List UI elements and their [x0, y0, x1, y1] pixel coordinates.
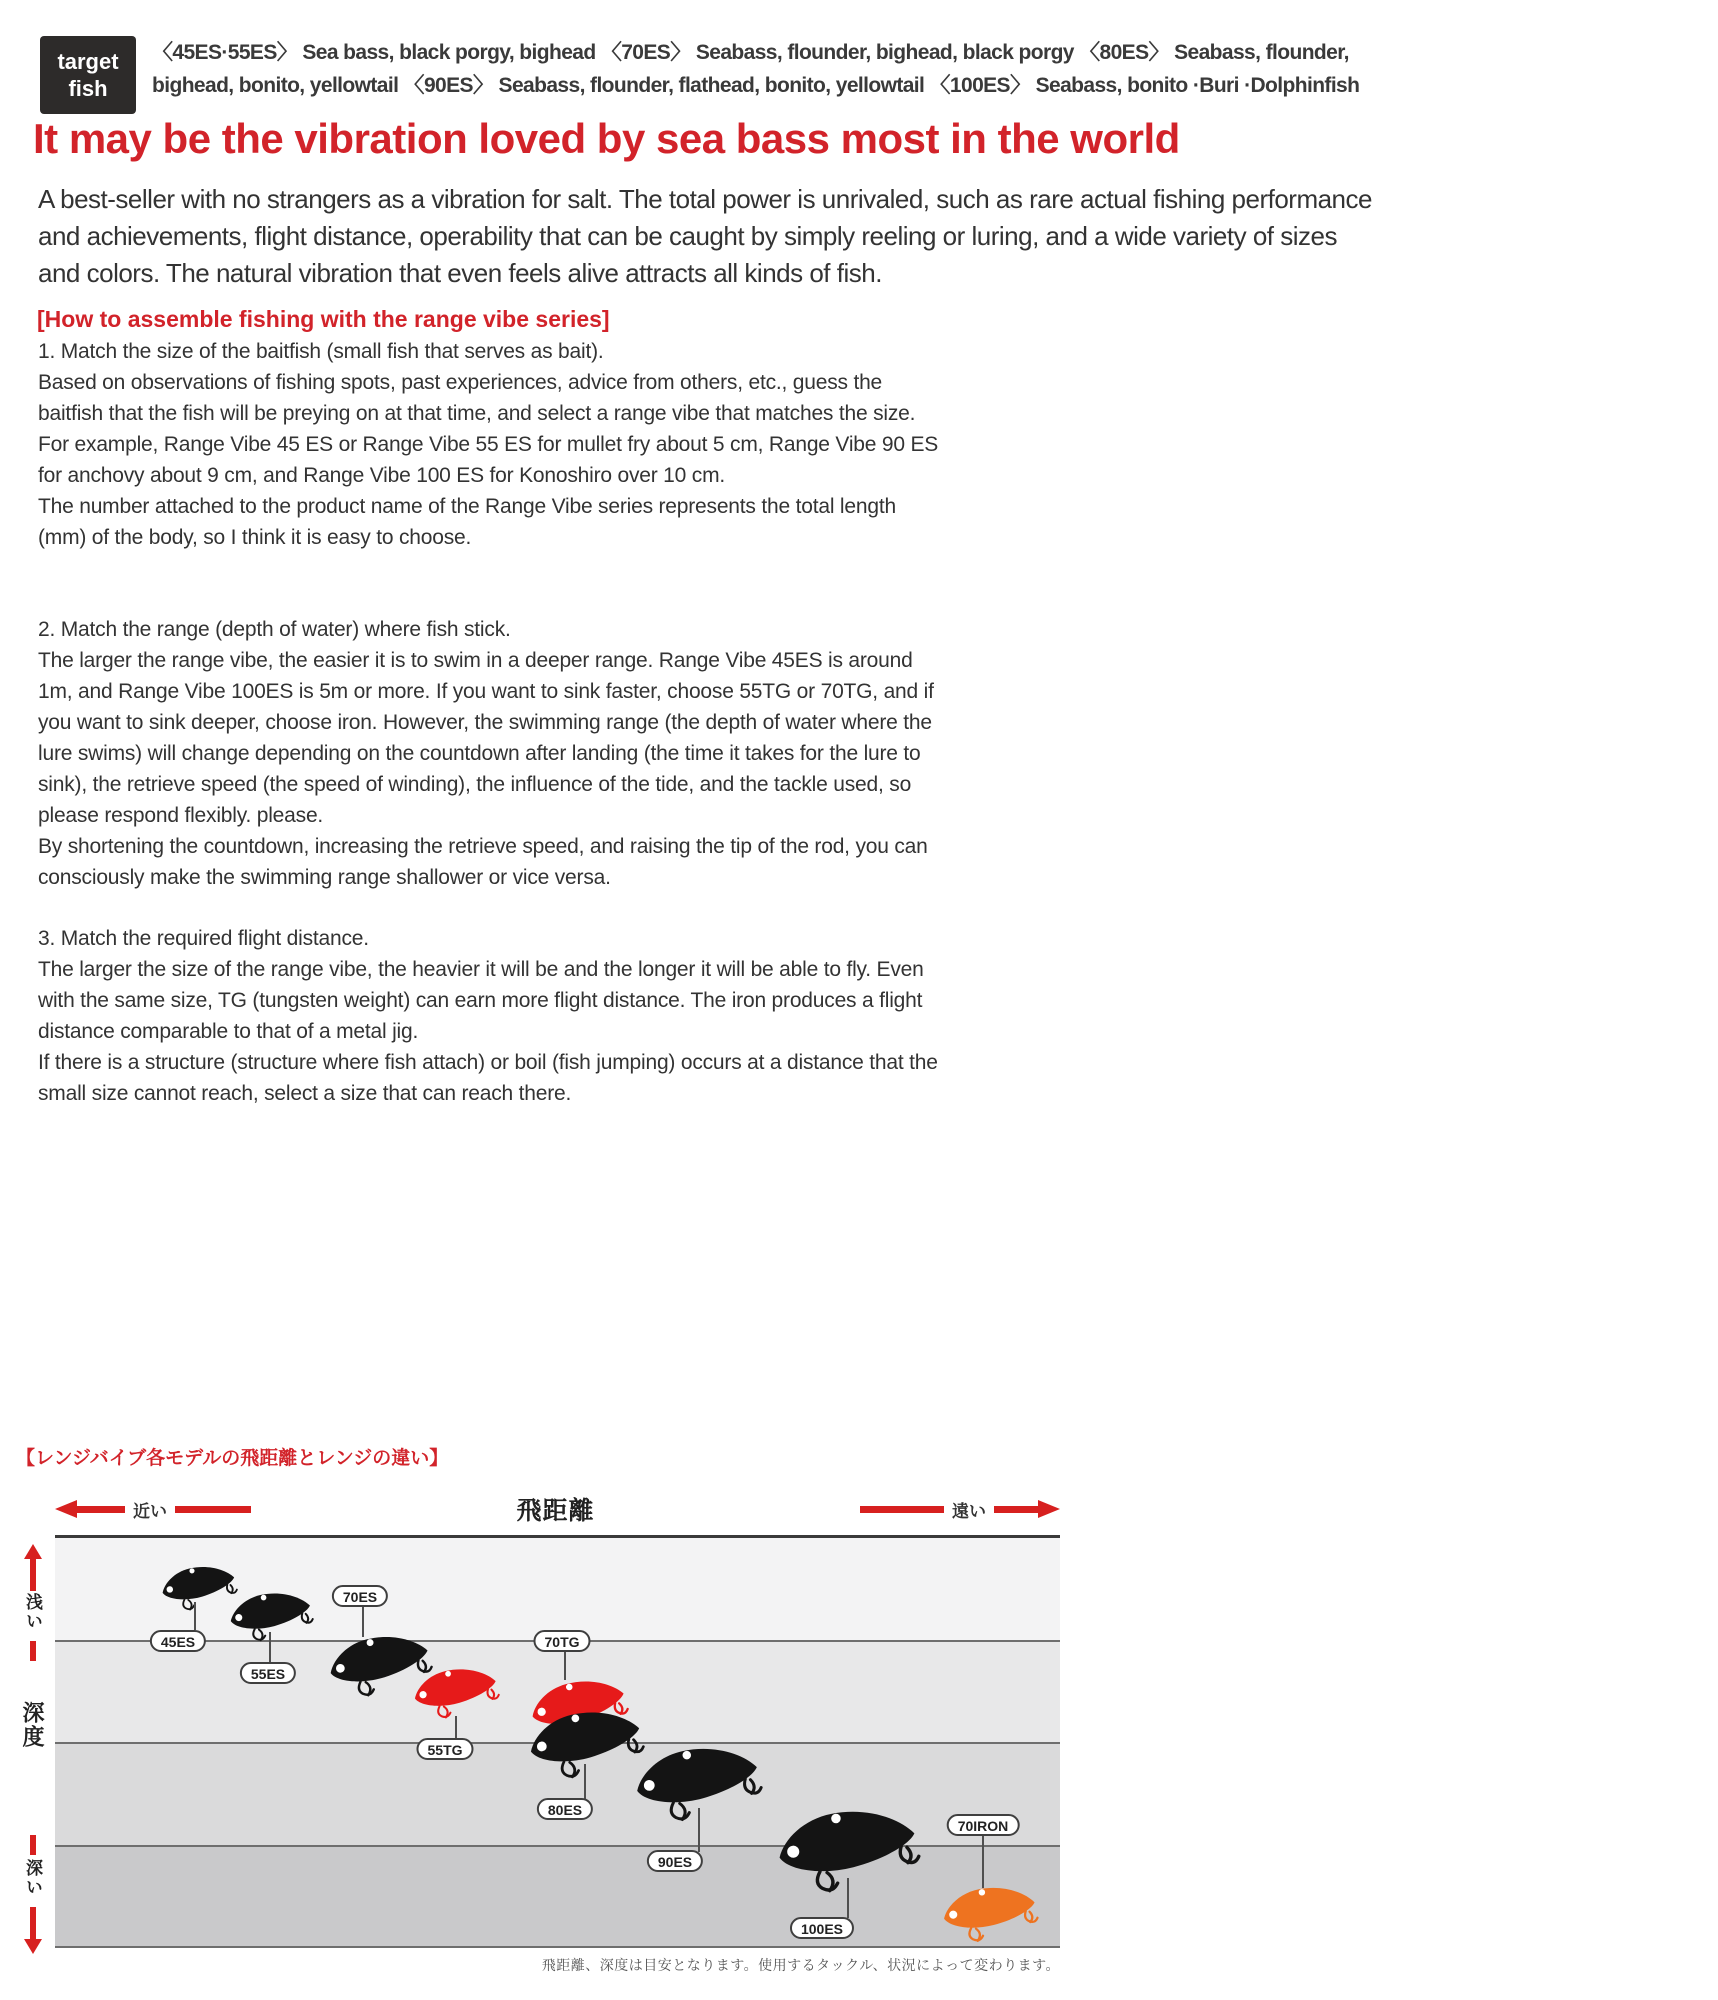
section-1-title: 1. Match the size of the baitfish (small fish that serves as bait). — [38, 340, 604, 363]
section-2-paragraph: The larger the range vibe, the easier it is to swim in a deeper range. Range Vibe 45ES is around 1m, and Range Vibe 100ES is 5m or more. If you want to sink faster, choose 55TG or 70TG, and if you want to sink deeper, choose iron. However, the swimming range (the depth of water where the lure swims) will change depending on the countdown after landing (the time it takes for the lure to sink), the retrieve speed (the speed of winding), the influence of the tide, and the tackle used, so please respond flexibly. please. — [38, 649, 934, 827]
distance-axis — [55, 1491, 1060, 1527]
howto-section-2 — [38, 614, 943, 893]
deep-arrow — [24, 1907, 42, 1954]
arrow-left-icon — [55, 1500, 77, 1518]
section-1-paragraph: Based on observations of fishing spots, past experiences, advice from others, etc., guess the baitfish that the fish will be preying on at that time, and select a range vibe that matches the size. — [38, 371, 916, 425]
target-fish-badge — [40, 36, 136, 114]
near-arrow — [55, 1497, 251, 1522]
section-3-title: 3. Match the required flight distance. — [38, 927, 369, 950]
section-2-title: 2. Match the range (depth of water) where fish stick. — [38, 618, 511, 641]
target-fish-header — [40, 36, 1397, 114]
lure-55tg-icon — [409, 1662, 502, 1724]
model-label-80es: 80ES — [537, 1798, 593, 1820]
arrow-up-icon — [24, 1544, 42, 1559]
model-label-70iron: 70IRON — [947, 1814, 1020, 1836]
howto-section-1 — [38, 336, 943, 553]
badge-line-2: fish — [68, 76, 108, 101]
diagram-caption: 飛距離、深度は目安となります。使用するタックル、状況によって変わります。 — [541, 1957, 1060, 1973]
model-label-45es: 45ES — [150, 1630, 206, 1652]
depth-axis-title: 深度 — [20, 1701, 45, 1749]
shallow-arrow — [24, 1544, 42, 1591]
far-label: 遠い — [952, 1501, 986, 1521]
model-label-55tg: 55TG — [416, 1738, 473, 1760]
lure-55es-icon — [226, 1586, 316, 1645]
arrow-down-icon — [24, 1939, 42, 1954]
intro-paragraph: A best-seller with no strangers as a vibration for salt. The total power is unrivaled, such as rare actual fishing performance and achievements, flight distance, operability that can be caught by simply reeling or luring, and a wide variety of sizes and colors. The natural vibration that even feels alive attracts all kinds of fish. — [38, 184, 1372, 288]
section-3-paragraph: If there is a structure (structure where fish attach) or boil (fish jumping) occurs at a distance that the small size cannot reach, select a size that can reach there. — [38, 1051, 938, 1105]
model-label-90es: 90ES — [647, 1850, 703, 1872]
distance-axis-title: 飛距離 — [516, 1497, 595, 1525]
depth-band-chart — [55, 1535, 1060, 1948]
far-arrow — [860, 1497, 1060, 1522]
section-2-paragraph: By shortening the countdown, increasing the retrieve speed, and raising the tip of the rod, you can consciously make the swimming range shallower or vice versa. — [38, 835, 928, 889]
section-1-paragraph: The number attached to the product name of the Range Vibe series represents the total length (mm) of the body, so I think it is easy to choose. — [38, 495, 896, 549]
diagram-heading: 【レンジバイブ各モデルの飛距離とレンジの違い】 — [16, 1448, 449, 1469]
target-fish-list: 〈45ES·55ES〉 Sea bass, black porgy, bighead 〈70ES〉 Seabass, flounder, bighead, black porgy 〈80ES〉 Seabass, flounder, bighead, bonito, yellowtail 〈90ES〉 Seabass, flounder, flathead, bonito, yellowtail 〈100ES〉 Seabass, bonito ·Buri ·Dolphinfish — [152, 41, 1360, 97]
near-label: 近い — [133, 1501, 167, 1521]
lure-70iron-icon — [939, 1881, 1041, 1947]
model-label-70es: 70ES — [332, 1585, 388, 1607]
section-1-paragraph: For example, Range Vibe 45 ES or Range Vibe 55 ES for mullet fry about 5 cm, Range Vibe 90 ES for anchovy about 9 cm, and Range Vibe 100 ES for Konoshiro over 10 cm. — [38, 433, 939, 487]
range-depth-diagram — [16, 1443, 1086, 1988]
model-label-100es: 100ES — [790, 1917, 854, 1939]
shallow-label: 浅い — [23, 1593, 42, 1631]
page-title: It may be the vibration loved by sea bass most in the world — [33, 115, 1180, 162]
model-label-55es: 55ES — [240, 1662, 296, 1684]
arrow-right-icon — [1038, 1500, 1060, 1518]
model-label-70tg: 70TG — [533, 1630, 590, 1652]
lure-80es-icon — [524, 1702, 649, 1785]
howto-heading: [How to assemble fishing with the range vibe series] — [37, 306, 610, 332]
section-3-paragraph: The larger the size of the range vibe, the heavier it will be and the longer it will be able to fly. Even with the same size, TG (tungsten weight) can earn more flight distance. The iron produces a flight distance comparable to that of a metal jig. — [38, 958, 924, 1043]
deep-label: 深い — [23, 1859, 42, 1897]
howto-section-3 — [38, 923, 943, 1109]
badge-line-1: target — [57, 49, 119, 74]
